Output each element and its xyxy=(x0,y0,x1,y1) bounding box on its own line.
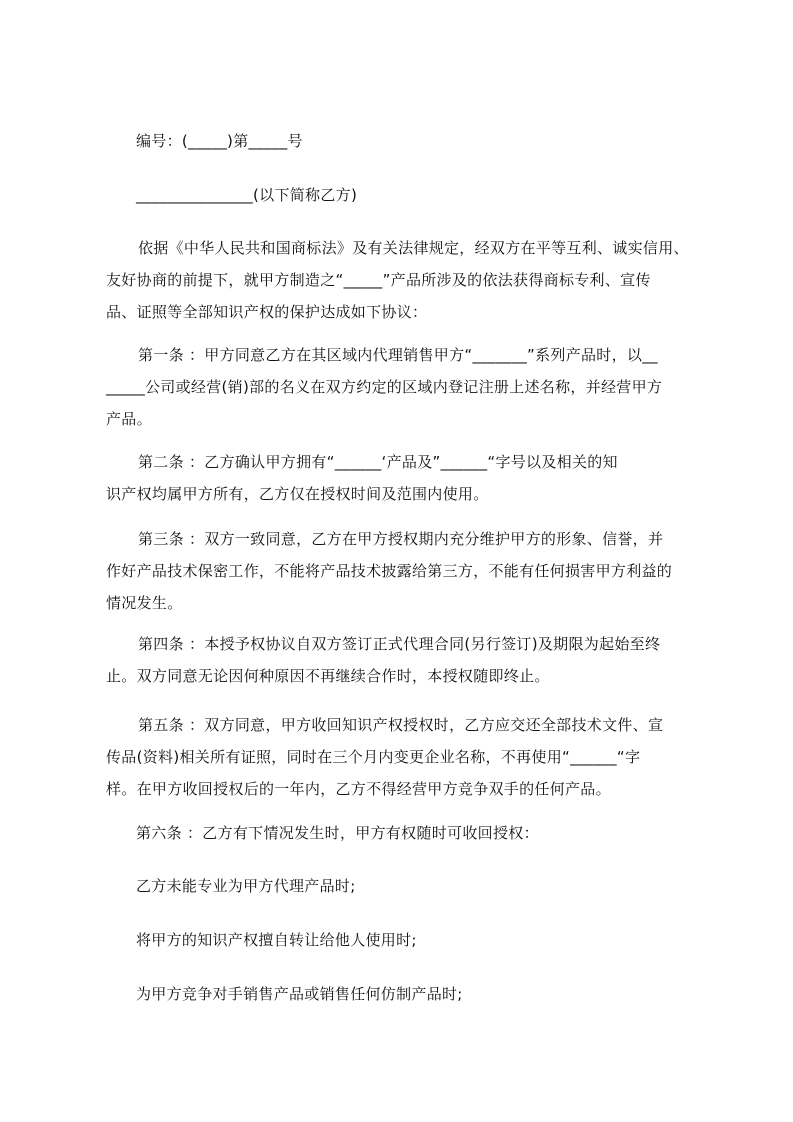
article-1-line-3: 产品。 xyxy=(106,410,152,428)
article-4-line-2: 止。双方同意无论因何种原因不再继续合作时，本授权随即终止。 xyxy=(106,667,550,685)
contract-number-line: 编号：(_____)第_____号 xyxy=(136,132,303,150)
article-5-paragraph xyxy=(106,715,698,799)
article-6-line: 第六条 ：乙方有下情况发生时，甲方有权随时可收回授权： xyxy=(136,824,539,842)
article-4-line-1: 第四条 ：本授予权协议自双方签订正式代理合同(另行签订)及期限为起始至终 xyxy=(138,635,661,653)
article-3-line-2: 作好产品技术保密工作，不能将产品技术披露给第三方，不能有任何损害甲方利益的 xyxy=(106,562,673,580)
preamble-line-1: 依据《中华人民共和国商标法》及有关法律规定，经双方在平等互利、诚实信用、 xyxy=(138,239,689,257)
article-1-line-2: _____公司或经营(销)部的名义在双方约定的区域内登记注册上述名称，并经营甲方 xyxy=(106,378,663,396)
article-2-line-2: 识产权均属甲方所有，乙方仅在授权时间及范围内使用。 xyxy=(106,485,489,503)
list-item-2: 将甲方的知识产权擅自转让给他人使用时; xyxy=(136,931,417,949)
article-3-line-1: 第三条 ：双方一致同意，乙方在甲方授权期内充分维护甲方的形象、信誉，并 xyxy=(138,530,664,548)
preamble-line-3: 品、证照等全部知识产权的保护达成如下协议： xyxy=(106,303,428,321)
article-5-line-1: 第五条 ：双方同意，甲方收回知识产权授权时，乙方应交还全部技术文件、宣 xyxy=(138,716,664,734)
article-3-line-3: 情况发生。 xyxy=(106,594,183,612)
party-b-line: _______________(以下简称乙方) xyxy=(136,186,358,204)
article-5-line-3: 样。在甲方收回授权后的一年内，乙方不得经营甲方竞争双手的任何产品。 xyxy=(106,780,611,798)
article-2-line-1: 第二条 ：乙方确认甲方拥有“______‘产品及”______“字号以及相关的知 xyxy=(138,453,618,471)
article-5-line-2: 传品(资料)相关所有证照，同时在三个月内变更企业名称，不再使用“______“字 xyxy=(106,748,641,766)
article-4-paragraph xyxy=(106,634,698,686)
article-3-paragraph xyxy=(106,529,698,613)
article-2-paragraph xyxy=(106,452,698,504)
preamble-paragraph xyxy=(106,238,698,322)
list-item-1: 乙方未能专业为甲方代理产品时; xyxy=(136,877,356,895)
list-item-3: 为甲方竞争对手销售产品或销售任何仿制产品时; xyxy=(136,985,463,1003)
preamble-line-2: 友好协商的前提下，就甲方制造之“_____”产品所涉及的依法获得商标专利、宣传 xyxy=(106,271,651,289)
article-1-line-1: 第一条 ：甲方同意乙方在其区域内代理销售甲方“_______”系列产品时，以__ xyxy=(138,346,658,364)
article-1-paragraph xyxy=(106,345,698,429)
